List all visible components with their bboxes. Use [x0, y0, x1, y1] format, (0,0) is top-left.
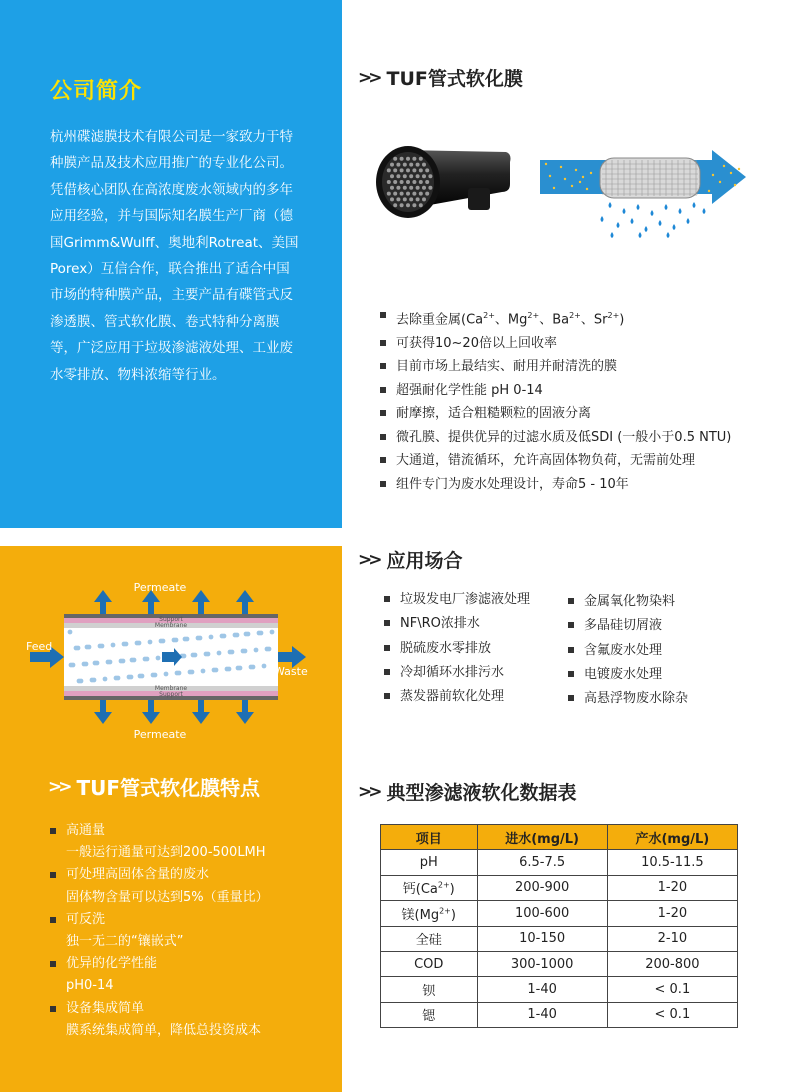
- table-cell: 1-20: [607, 875, 737, 900]
- list-item: 超强耐化学性能 pH 0-14: [378, 379, 731, 403]
- feature-label: 优异的化学性能: [66, 956, 158, 972]
- double-chevron-icon: >>: [358, 781, 379, 802]
- table-row: [381, 875, 738, 900]
- tuf-title: TUF管式软化膜: [386, 68, 523, 90]
- softening-data-table: [380, 824, 738, 1028]
- table-cell: 钙$(Ca^{2+})$: [381, 875, 478, 900]
- list-item: 组件专门为废水处理设计，寿命5 - 10年: [378, 473, 731, 497]
- feature-detail: pH0-14: [66, 978, 114, 994]
- table-cell: 300-1000: [477, 951, 607, 976]
- table-cell: 10.5-11.5: [607, 850, 737, 875]
- feature-detail: 一般运行通量可达到200-500LMH: [66, 845, 266, 861]
- table-row: [381, 901, 738, 926]
- company-title: 公司简介: [50, 79, 143, 104]
- company-line: 种膜产品及技术应用推广的专业化公司。: [50, 155, 293, 172]
- company-line: 渗透膜、管式软化膜、卷式特种分离膜: [50, 313, 280, 330]
- list-item: 可获得10~20倍以上回收率: [378, 332, 731, 356]
- column-header: 项目: [381, 825, 478, 850]
- table-cell: < 0.1: [607, 1002, 737, 1027]
- permeate-label-bottom: Permeate: [133, 728, 187, 741]
- table-cell: 锶: [381, 1002, 478, 1027]
- applications-list-left: [382, 588, 530, 709]
- table-cell: 10-150: [477, 926, 607, 951]
- feature-label: 可反洗: [66, 911, 106, 927]
- table-cell: COD: [381, 951, 478, 976]
- table-cell: < 0.1: [607, 977, 737, 1002]
- list-item: [48, 909, 269, 953]
- double-chevron-icon: >>: [48, 776, 69, 797]
- feature-label: 可处理高固体含量的废水: [66, 867, 210, 883]
- table-cell: 2-10: [607, 926, 737, 951]
- company-line: 水零排放、物料浓缩等行业。: [50, 366, 226, 383]
- table-row: [381, 850, 738, 875]
- list-item: 电镀废水处理: [566, 663, 688, 687]
- table-header-row: [381, 825, 738, 850]
- table-cell: 1-20: [607, 901, 737, 926]
- list-item: 耐摩擦，适合粗糙颗粒的固液分离: [378, 402, 731, 426]
- list-item: 冷却循环水排污水: [382, 661, 530, 685]
- feature-label: 高通量: [66, 823, 106, 838]
- column-header: 产水(mg/L): [607, 825, 737, 850]
- list-item: 目前市场上最结实、耐用并耐清洗的膜: [378, 355, 731, 379]
- company-line: 国Grimm&Wulff、奥地利Rotreat、美国: [50, 234, 299, 251]
- list-item: 金属氧化物染料: [566, 590, 688, 614]
- table-cell: 全硅: [381, 926, 478, 951]
- company-line: 应用经验，并与国际知名膜生产厂商（德: [50, 208, 293, 225]
- feature-label: 设备集成简单: [66, 1000, 145, 1016]
- waste-label: Waste: [274, 665, 308, 678]
- applications-heading: [358, 546, 463, 573]
- double-chevron-icon: >>: [358, 67, 379, 88]
- list-item: [48, 820, 269, 864]
- list-item: [48, 998, 269, 1042]
- company-line: 凭借核心团队在高浓度废水领域内的多年: [50, 181, 293, 198]
- list-item: 微孔膜、提供优异的过滤水质及低SDI (一般小于0.5 NTU): [378, 426, 731, 450]
- company-description: [50, 124, 322, 388]
- table-cell: 200-900: [477, 875, 607, 900]
- feed-label: Feed: [26, 640, 53, 653]
- table-cell: pH: [381, 850, 478, 875]
- table-row: [381, 951, 738, 976]
- crossflow-diagram: [20, 580, 320, 746]
- table-cell: 100-600: [477, 901, 607, 926]
- list-item: 大通道，错流循环，允许高固体物负荷，无需前处理: [378, 449, 731, 473]
- list-item: [48, 953, 269, 997]
- applications-list-right: [566, 590, 688, 711]
- tuf-features-list: [378, 304, 731, 496]
- list-item: 多晶硅切屑液: [566, 614, 688, 638]
- features-title: TUF管式软化膜特点: [76, 776, 261, 800]
- table-cell: 6.5-7.5: [477, 850, 607, 875]
- applications-title: 应用场合: [386, 550, 463, 572]
- tuf-heading: [358, 64, 523, 91]
- support-label-top: Support: [159, 616, 183, 623]
- double-chevron-icon: >>: [358, 549, 379, 570]
- membrane-label-top: Membrane: [154, 622, 188, 629]
- company-line: Porex）互信合作，联合推出了适合中国: [50, 261, 290, 278]
- permeate-label-top: Permeate: [133, 581, 187, 594]
- column-header: 进水(mg/L): [477, 825, 607, 850]
- list-item: 垃圾发电厂渗滤液处理: [382, 588, 530, 612]
- list-item: NF\RO浓排水: [382, 612, 530, 636]
- support-label-bottom: Support: [159, 691, 183, 698]
- list-item: 高悬浮物废水除杂: [566, 687, 688, 711]
- table-row: [381, 1002, 738, 1027]
- feature-detail: 固体物含量可以达到5%（重量比）: [66, 889, 269, 905]
- table-cell: 1-40: [477, 977, 607, 1002]
- list-item: 去除重金属($Ca^{2+}$、$Mg^{2+}$、$Ba^{2+}$、$Sr^{2+}$): [378, 304, 731, 332]
- features-list: [48, 820, 269, 1042]
- company-line: 等，广泛应用于垃圾渗滤液处理、工业废: [50, 340, 293, 357]
- list-item: 蒸发器前软化处理: [382, 685, 530, 709]
- feature-detail: 独一无二的“镶嵌式”: [66, 934, 184, 950]
- list-item: 含氟废水处理: [566, 639, 688, 663]
- membrane-label-bottom: Membrane: [154, 685, 188, 692]
- table-cell: 钡: [381, 977, 478, 1002]
- table-heading: [358, 778, 577, 805]
- table-row: [381, 926, 738, 951]
- feature-detail: 膜系统集成简单，降低总投资成本: [66, 1022, 262, 1038]
- table-cell: 1-40: [477, 1002, 607, 1027]
- table-title: 典型渗滤液软化数据表: [386, 782, 577, 804]
- membrane-flow-illustration: [540, 150, 750, 240]
- table-row: [381, 977, 738, 1002]
- membrane-module-image: [372, 140, 512, 226]
- list-item: 脱硫废水零排放: [382, 637, 530, 661]
- table-cell: 200-800: [607, 951, 737, 976]
- company-line: 市场的特种膜产品，主要产品有碟管式反: [50, 287, 293, 304]
- features-heading: [48, 772, 260, 801]
- company-line: 杭州碟滤膜技术有限公司是一家致力于特: [50, 129, 293, 145]
- list-item: [48, 864, 269, 908]
- table-cell: 镁$(Mg^{2+})$: [381, 901, 478, 926]
